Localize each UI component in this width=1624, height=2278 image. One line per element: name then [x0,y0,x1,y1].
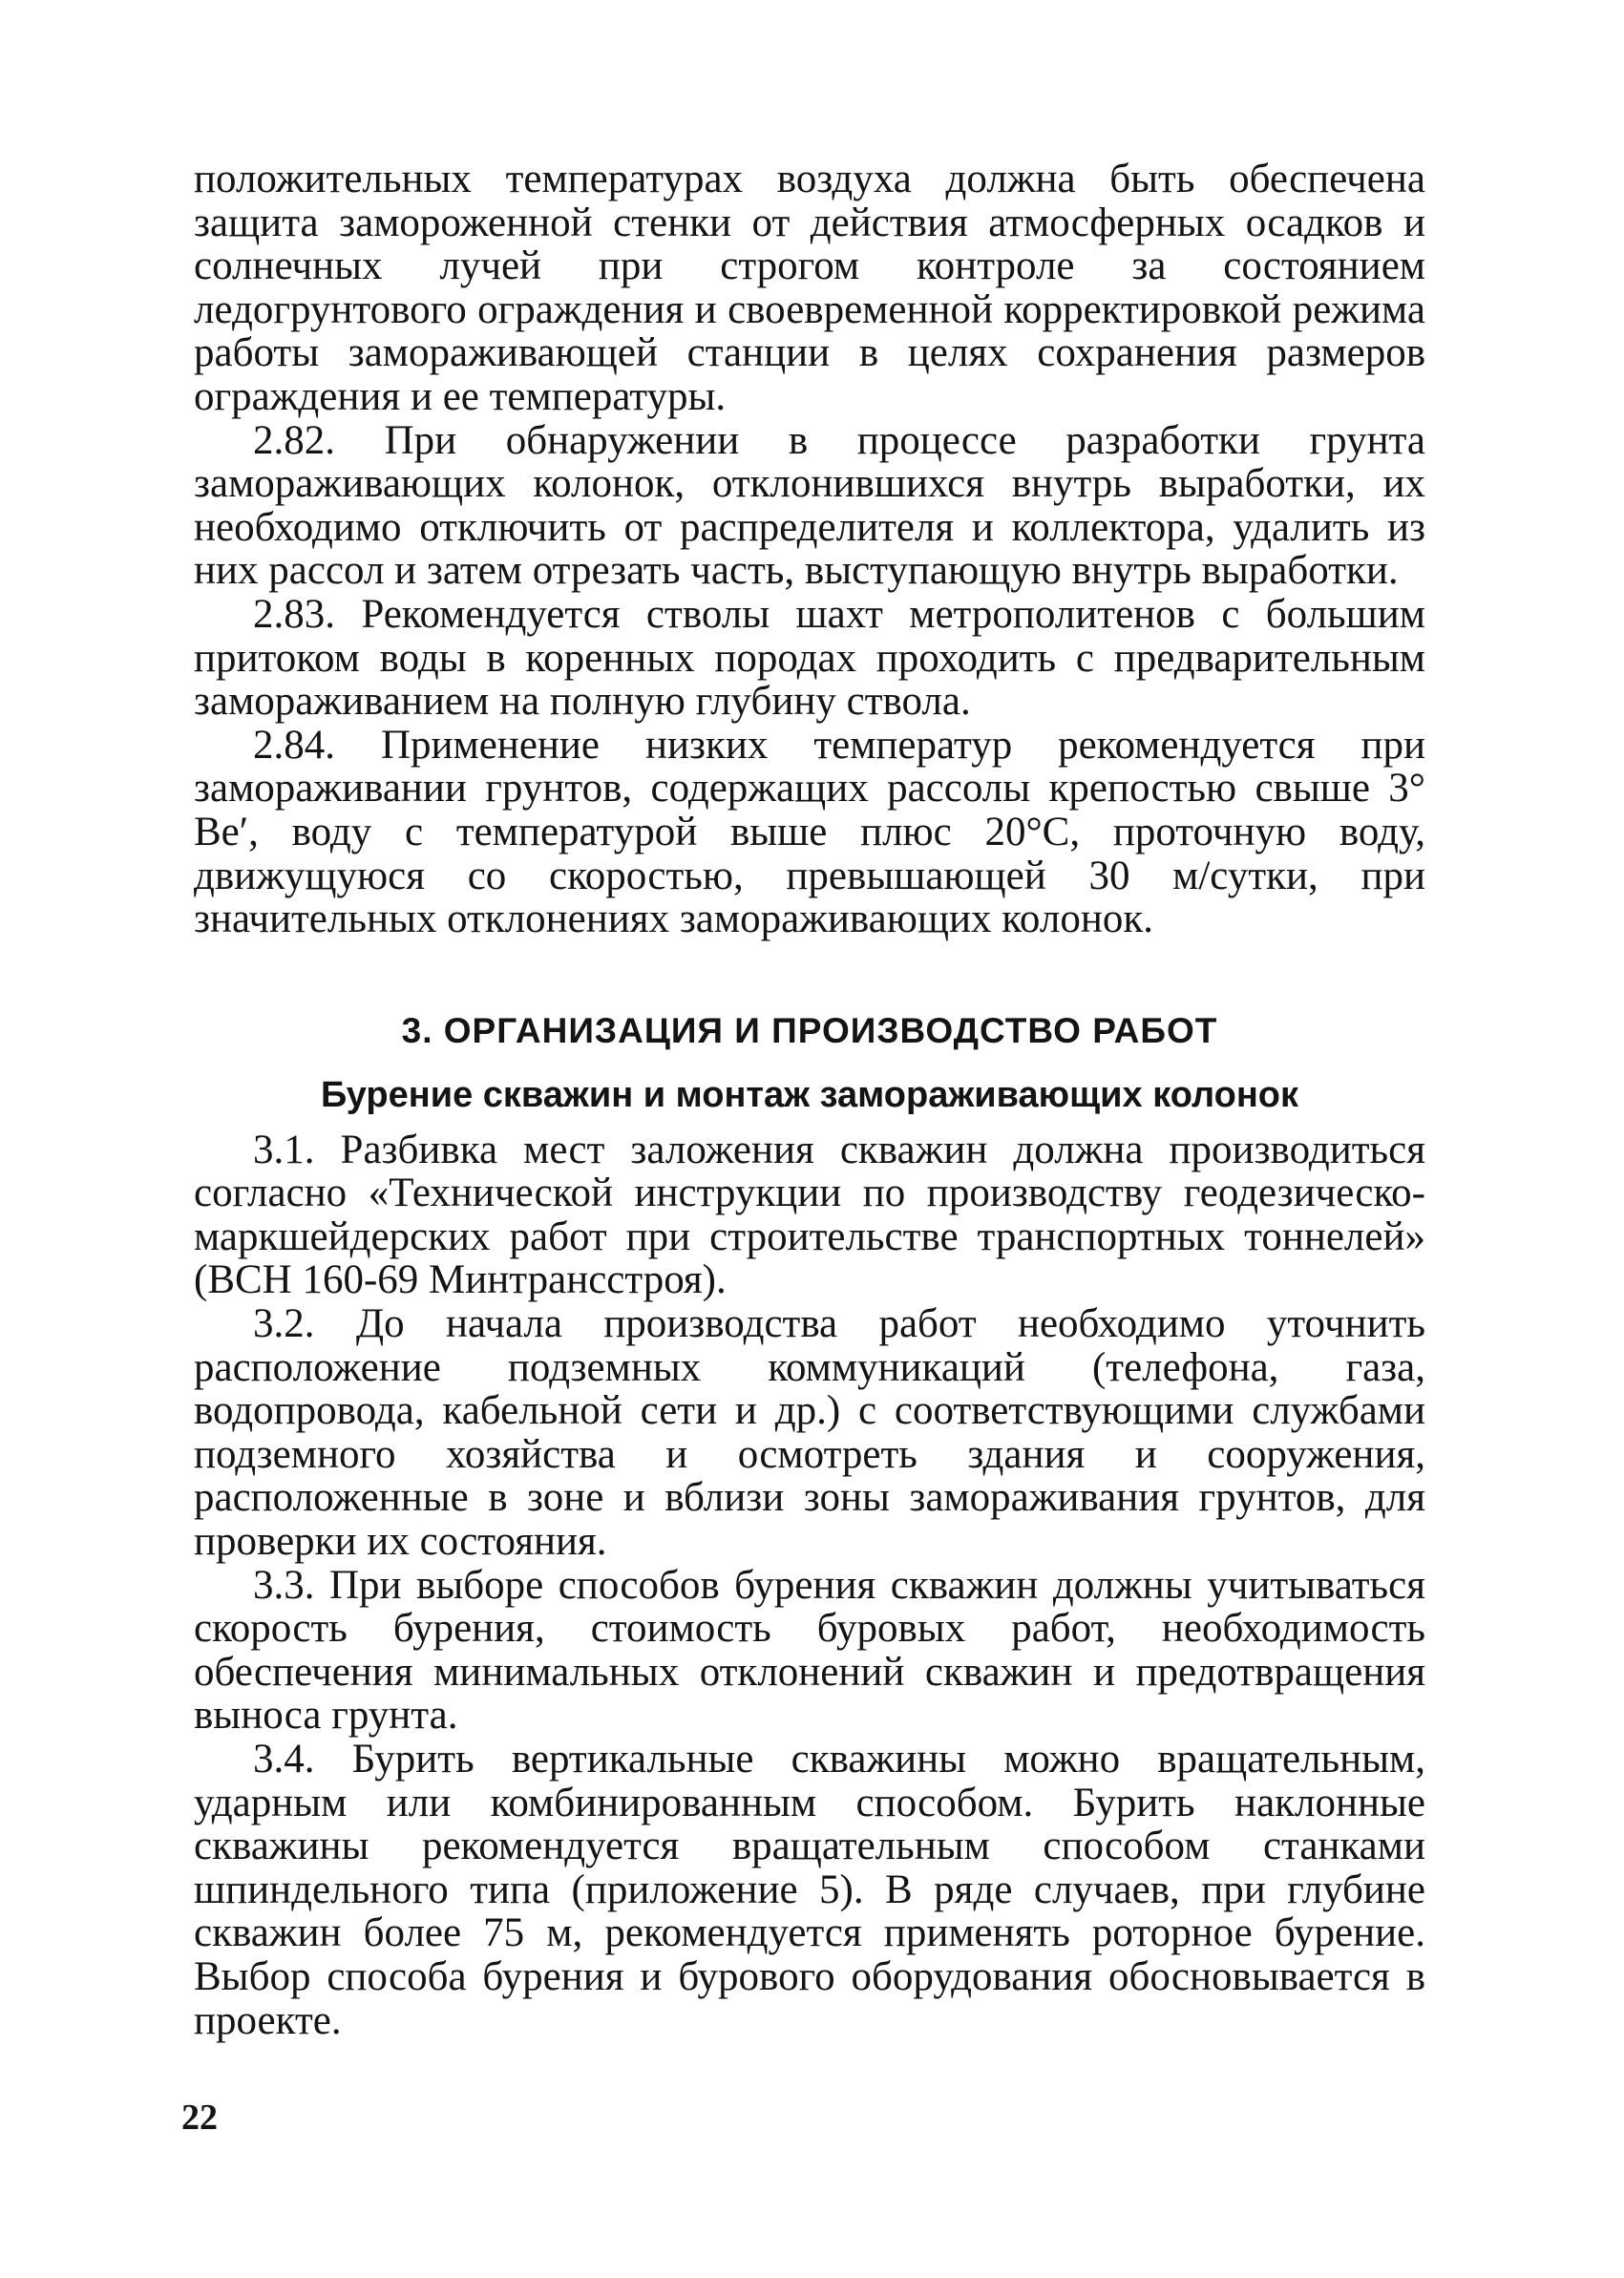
subsection-title: Бурение скважин и монтаж замораживающих колонок [320,1074,1299,1115]
paragraph-3-2: 3.2. До начала производства работ необходимо уточнить расположение подземных коммуникаций (телефона, газа, водопровода, кабельной сети и др.) с соответствующими службами подземного хозяйства и осмотреть здания и сооружения, расположенные в зоне и вблизи зоны замораживания грунтов, для проверки их состояния. [194,1301,1425,1565]
paragraph-2-84: 2.84. Применение низких температур рекомендуется при замораживании грунтов, содержащих рассолы крепостью свыше 3° Be′, воду с температурой выше плюс 20°С, проточную воду, движущуюся со скоростью, превышающей 30 м/сутки, при значительных отклонениях замораживающих колонок. [194,722,1425,942]
paragraph-2-83: 2.83. Рекомендуется стволы шахт метрополитенов с большим притоком воды в коренных породах проходить с предварительным замораживанием на полную глубину ствола. [194,591,1425,725]
page-body [194,158,1425,2042]
paragraph-3-4: 3.4. Бурить вертикальные скважины можно вращательным, ударным или комбинированным способом. Бурить наклонные скважины рекомендуется вращательным способом станками шпиндельного типа (приложение 5). В ряде случаев, при глубине скважин более 75 м, рекомендуется применять роторное бурение. Выбор способа бурения и бурового оборудования обосновывается в проекте. [194,1737,1425,2043]
paragraph-3-1: 3.1. Разбивка мест заложения скважин должна производиться согласно «Технической инструкции по производству геодезическо-маркшейдерских работ при строительстве транспортных тоннелей» (ВСН 160-69 Минтрансстроя). [194,1127,1425,1303]
paragraph-continuation: положительных температурах воздуха должна быть обеспечена защита замороженной стенки от действия атмосферных осадков и солнечных лучей при строгом контроле за состоянием ледогрунтового ограждения и своевременной корректировкой режима работы замораживающей станции в целях сохранения размеров ограждения и ее температуры. [194,157,1425,419]
section-title: 3. ОРГАНИЗАЦИЯ И ПРОИЗВОДСТВО РАБОТ [401,1010,1218,1050]
paragraph-2-82: 2.82. При обнаружении в процессе разработки грунта замораживающих колонок, отклонившихся внутрь выработки, их необходимо отключить от распределителя и коллектора, удалить из них рассол и затем отрезать часть, выступающую внутрь выработки. [194,417,1425,594]
paragraph-3-3: 3.3. При выборе способов бурения скважин должны учитываться скорость бурения, стоимость буровых работ, необходимость обеспечения минимальных отклонений скважин и предотвращения выноса грунта. [194,1562,1425,1739]
page-number: 22 [181,2098,218,2138]
